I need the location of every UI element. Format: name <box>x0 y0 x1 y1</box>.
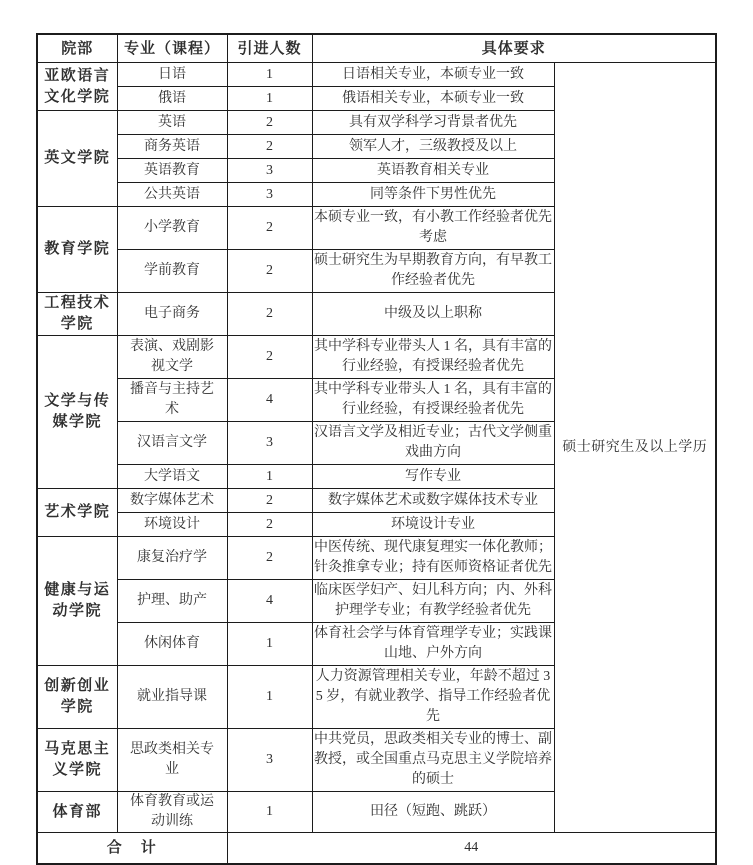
major-cell: 日语 <box>117 63 227 87</box>
major-cell: 俄语 <box>117 87 227 111</box>
count-cell: 3 <box>227 159 312 183</box>
major-cell: 就业指导课 <box>117 666 227 729</box>
major-cell: 商务英语 <box>117 135 227 159</box>
count-cell: 1 <box>227 623 312 666</box>
header-department: 院部 <box>37 34 117 63</box>
total-label: 合 计 <box>37 833 227 865</box>
requirement-cell: 本硕专业一致，有小教工作经验者优先考虑 <box>312 207 554 250</box>
requirement-cell: 领军人才，三级教授及以上 <box>312 135 554 159</box>
count-cell: 1 <box>227 792 312 833</box>
count-cell: 1 <box>227 666 312 729</box>
major-cell: 汉语言文学 <box>117 422 227 465</box>
count-cell: 1 <box>227 87 312 111</box>
department-cell: 健康与运动学院 <box>37 537 117 666</box>
total-value: 44 <box>227 833 716 865</box>
count-cell: 2 <box>227 135 312 159</box>
major-cell: 学前教育 <box>117 250 227 293</box>
requirement-cell: 中医传统、现代康复理实一体化教师；针灸推拿专业；持有医师资格证者优先 <box>312 537 554 580</box>
count-cell: 2 <box>227 336 312 379</box>
major-cell: 表演、戏剧影视文学 <box>117 336 227 379</box>
table-header-row <box>37 34 716 63</box>
requirement-cell: 写作专业 <box>312 465 554 489</box>
count-cell: 1 <box>227 465 312 489</box>
shared-requirement-cell: 硕士研究生及以上学历 <box>554 63 716 833</box>
total-row <box>37 833 716 865</box>
count-cell: 2 <box>227 489 312 513</box>
requirement-cell: 中级及以上职称 <box>312 293 554 336</box>
count-cell: 3 <box>227 422 312 465</box>
major-cell: 公共英语 <box>117 183 227 207</box>
count-cell: 3 <box>227 729 312 792</box>
header-requirements: 具体要求 <box>312 34 716 63</box>
department-cell: 文学与传媒学院 <box>37 336 117 489</box>
department-cell: 亚欧语言文化学院 <box>37 63 117 111</box>
major-cell: 思政类相关专业 <box>117 729 227 792</box>
major-cell: 休闲体育 <box>117 623 227 666</box>
table-row <box>37 63 716 87</box>
requirement-cell: 日语相关专业，本硕专业一致 <box>312 63 554 87</box>
requirement-cell: 其中学科专业带头人 1 名，具有丰富的行业经验，有授课经验者优先 <box>312 379 554 422</box>
count-cell: 4 <box>227 379 312 422</box>
major-cell: 数字媒体艺术 <box>117 489 227 513</box>
count-cell: 4 <box>227 580 312 623</box>
requirement-cell: 其中学科专业带头人 1 名，具有丰富的行业经验，有授课经验者优先 <box>312 336 554 379</box>
count-cell: 2 <box>227 207 312 250</box>
count-cell: 2 <box>227 111 312 135</box>
requirement-cell: 田径（短跑、跳跃） <box>312 792 554 833</box>
requirement-cell: 汉语言文学及相近专业；古代文学侧重戏曲方向 <box>312 422 554 465</box>
requirement-cell: 英语教育相关专业 <box>312 159 554 183</box>
major-cell: 英语 <box>117 111 227 135</box>
department-cell: 艺术学院 <box>37 489 117 537</box>
header-count: 引进人数 <box>227 34 312 63</box>
major-cell: 电子商务 <box>117 293 227 336</box>
department-cell: 教育学院 <box>37 207 117 293</box>
header-major: 专业（课程） <box>117 34 227 63</box>
count-cell: 2 <box>227 250 312 293</box>
count-cell: 2 <box>227 537 312 580</box>
major-cell: 播音与主持艺术 <box>117 379 227 422</box>
requirement-cell: 环境设计专业 <box>312 513 554 537</box>
major-cell: 环境设计 <box>117 513 227 537</box>
count-cell: 1 <box>227 63 312 87</box>
major-cell: 大学语文 <box>117 465 227 489</box>
department-cell: 英文学院 <box>37 111 117 207</box>
major-cell: 康复治疗学 <box>117 537 227 580</box>
requirement-cell: 体育社会学与体育管理学专业；实践课山地、户外方向 <box>312 623 554 666</box>
department-cell: 马克思主义学院 <box>37 729 117 792</box>
requirement-cell: 数字媒体艺术或数字媒体技术专业 <box>312 489 554 513</box>
major-cell: 体育教育或运动训练 <box>117 792 227 833</box>
department-cell: 创新创业学院 <box>37 666 117 729</box>
requirement-cell: 中共党员，思政类相关专业的博士、副教授，或全国重点马克思主义学院培养的硕士 <box>312 729 554 792</box>
requirement-cell: 具有双学科学习背景者优先 <box>312 111 554 135</box>
count-cell: 3 <box>227 183 312 207</box>
major-cell: 小学教育 <box>117 207 227 250</box>
major-cell: 英语教育 <box>117 159 227 183</box>
count-cell: 2 <box>227 513 312 537</box>
count-cell: 2 <box>227 293 312 336</box>
requirement-cell: 硕士研究生为早期教育方向，有早教工作经验者优先 <box>312 250 554 293</box>
department-cell: 工程技术学院 <box>37 293 117 336</box>
major-cell: 护理、助产 <box>117 580 227 623</box>
requirement-cell: 同等条件下男性优先 <box>312 183 554 207</box>
requirement-cell: 人力资源管理相关专业，年龄不超过 35 岁，有就业教学、指导工作经验者优先 <box>312 666 554 729</box>
requirement-cell: 临床医学妇产、妇儿科方向；内、外科护理学专业；有教学经验者优先 <box>312 580 554 623</box>
recruitment-table <box>36 33 717 865</box>
requirement-cell: 俄语相关专业，本硕专业一致 <box>312 87 554 111</box>
department-cell: 体育部 <box>37 792 117 833</box>
